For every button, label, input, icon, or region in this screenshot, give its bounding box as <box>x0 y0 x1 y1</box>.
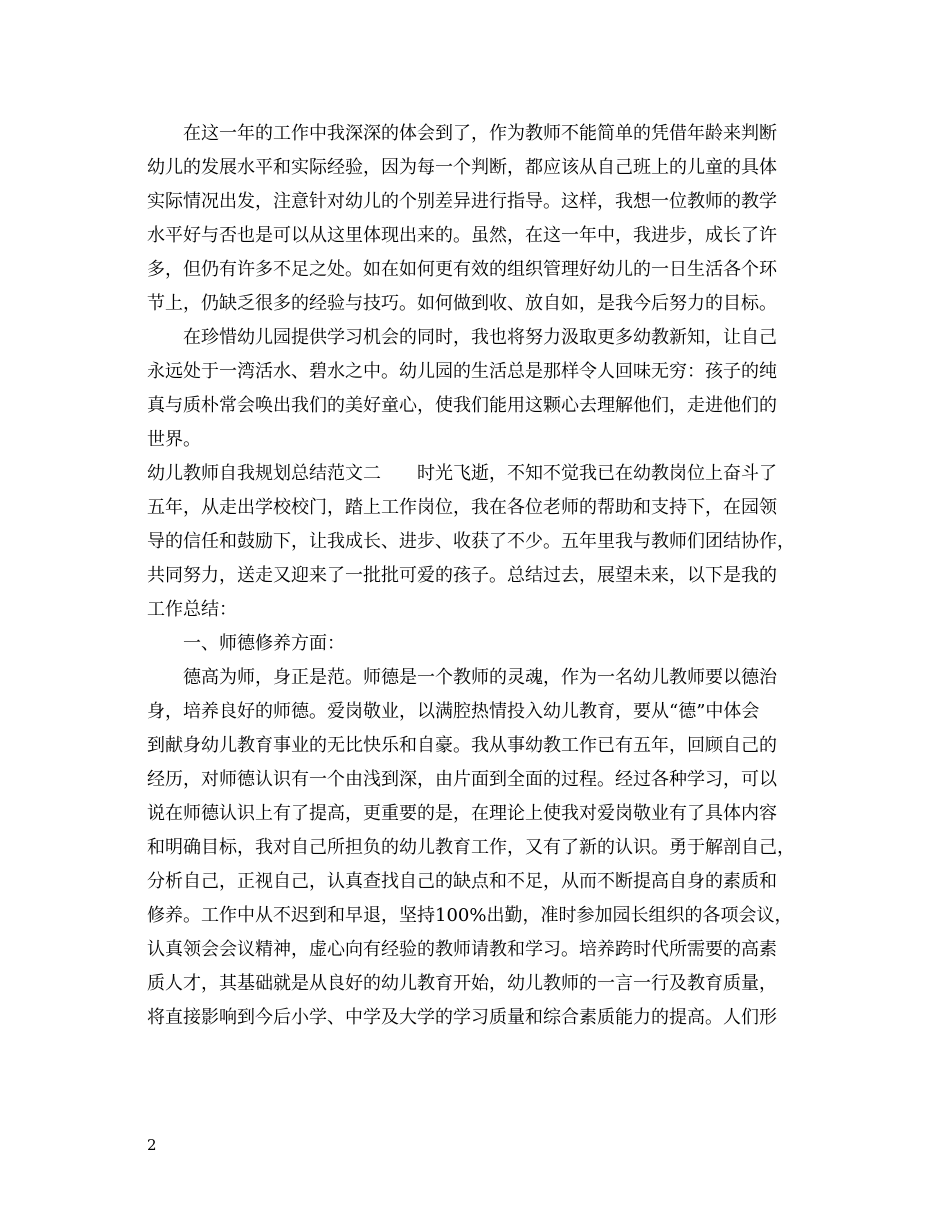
text-line: 修养。工作中从不迟到和早退，坚持100%出勤，准时参加园长组织的各项会议， <box>147 905 793 926</box>
text-line: 分析自己，正视自己，认真查找自己的缺点和不足，从而不断提高自身的素质和 <box>147 871 777 892</box>
text-line: 实际情况出发，注意针对幼儿的个别差异进行指导。这样，我想一位教师的教学 <box>147 191 777 212</box>
text-line: 五年，从走出学校校门，踏上工作岗位，我在各位老师的帮助和支持下，在园领 <box>147 497 777 518</box>
text-line: 共同努力，送走又迎来了一批批可爱的孩子。总结过去，展望未来，以下是我的 <box>147 565 777 586</box>
text-line: 到献身幼儿教育事业的无比快乐和自豪。我从事幼教工作已有五年，回顾自己的 <box>147 735 777 756</box>
text-line: 工作总结： <box>147 599 237 620</box>
text-line: 认真领会会议精神，虚心向有经验的教师请教和学习。培养跨时代所需要的高素 <box>147 939 777 960</box>
text-line: 在这一年的工作中我深深的体会到了，作为教师不能简单的凭借年龄来判断 <box>147 123 777 144</box>
document-body <box>147 117 807 1035</box>
text-line: 幼儿教师自我规划总结范文二 时光飞逝，不知不觉我已在幼教岗位上奋斗了 <box>147 463 777 484</box>
page-number: 2 <box>147 1136 157 1154</box>
text-line: 世界。 <box>147 429 201 450</box>
section-heading: 一、师德修养方面： <box>147 633 345 654</box>
text-line: 幼儿的发展水平和实际经验，因为每一个判断，都应该从自己班上的儿童的具体 <box>147 157 777 178</box>
text-line: 永远处于一湾活水、碧水之中。幼儿园的生活总是那样令人回味无穷：孩子的纯 <box>147 361 777 382</box>
text-line: 将直接影响到今后小学、中学及大学的学习质量和综合素质能力的提高。人们形 <box>147 1007 777 1028</box>
text-line: 在珍惜幼儿园提供学习机会的同时，我也将努力汲取更多幼教新知，让自己 <box>147 327 777 348</box>
text-line: 多，但仍有许多不足之处。如在如何更有效的组织管理好幼儿的一日生活各个环 <box>147 259 777 280</box>
text-line: 德高为师，身正是范。师德是一个教师的灵魂，作为一名幼儿教师要以德治 <box>147 667 777 688</box>
text-line: 和明确目标，我对自己所担负的幼儿教育工作，又有了新的认识。勇于解剖自己， <box>147 837 795 858</box>
text-line: 导的信任和鼓励下，让我成长、进步、收获了不少。五年里我与教师们团结协作， <box>147 531 795 552</box>
text-line: 节上，仍缺乏很多的经验与技巧。如何做到收、放自如，是我今后努力的目标。 <box>147 293 777 314</box>
text-line: 真与质朴常会唤出我们的美好童心，使我们能用这颗心去理解他们，走进他们的 <box>147 395 777 416</box>
text-line: 质人才，其基础就是从良好的幼儿教育开始，幼儿教师的一言一行及教育质量， <box>147 973 777 994</box>
text-line: 水平好与否也是可以从这里体现出来的。虽然，在这一年中，我进步，成长了许 <box>147 225 777 246</box>
text-line: 说在师德认识上有了提高，更重要的是，在理论上使我对爱岗敬业有了具体内容 <box>147 803 777 824</box>
text-line: 身，培养良好的师德。爱岗敬业，以满腔热情投入幼儿教育，要从“德”中体会 <box>147 701 760 722</box>
text-line: 经历，对师德认识有一个由浅到深，由片面到全面的过程。经过各种学习，可以 <box>147 769 777 790</box>
